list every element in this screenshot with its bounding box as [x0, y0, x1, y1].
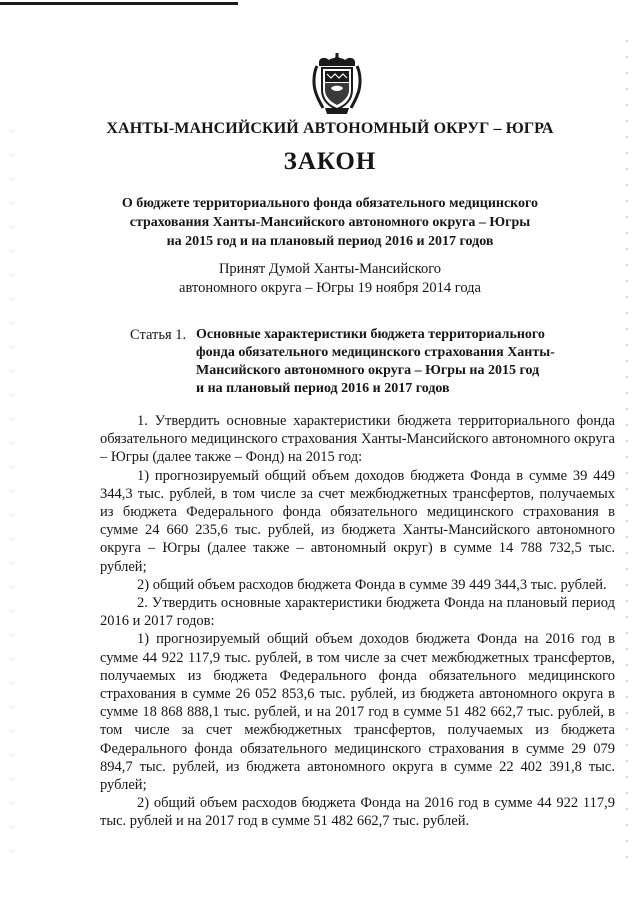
coat-of-arms-emblem-icon	[311, 52, 363, 116]
paragraph: 1. Утвердить основные характеристики бюджета территориального фонда обязательного медицинского страхования Ханты-Мансийского автономного округа – Югры (далее также – Фонд) на 2015 год:	[100, 413, 615, 466]
paragraph: 2. Утвердить основные характеристики бюджета Фонда на плановый период 2016 и 2017 годов:	[100, 595, 615, 630]
law-title-line: на 2015 год и на плановый период 2016 и 2017 годов	[166, 234, 494, 249]
paragraph: 2) общий объем расходов бюджета Фонда в сумме 39 449 344,3 тыс. рублей.	[137, 576, 607, 593]
article-heading	[196, 326, 616, 398]
document-type-title: ЗАКОН	[283, 148, 377, 175]
adoption-note	[60, 260, 600, 298]
law-title-line: страхования Ханты-Мансийского автономного округа – Югры	[129, 215, 531, 230]
region-name: ХАНТЫ-МАНСИЙСКИЙ АВТОНОМНЫЙ ОКРУГ – ЮГРА	[106, 120, 554, 137]
article-heading-line: Мансийского автономного округа – Югры на 2015 год	[196, 363, 540, 378]
scan-left-edge-artifact	[12, 130, 13, 870]
law-title-line: О бюджете территориального фонда обязательного медицинского	[121, 196, 539, 211]
paragraph: 1) прогнозируемый общий объем доходов бюджета Фонда в сумме 39 449 344,3 тыс. рублей, в том числе за счет межбюджетных трансфертов, получаемых из бюджета Федерального фонда обязательного медицинского страхования в сумме 24 660 235,6 тыс. рублей, из бюджета Ханты-Мансийского автономного округа – Югры (далее также – автономный округ) в сумме 14 788 732,5 тыс. рублей;	[100, 467, 615, 575]
scan-right-edge-artifact	[626, 40, 628, 860]
scan-top-rule	[0, 2, 238, 5]
article-1-body	[100, 412, 615, 831]
paragraph: 2) общий объем расходов бюджета Фонда на 2016 год в сумме 44 922 117,9 тыс. рублей и на 2017 год в сумме 51 482 662,7 тыс. рублей.	[100, 795, 615, 830]
article-heading-line: фонда обязательного медицинского страхования Ханты-	[196, 345, 555, 360]
law-title	[60, 194, 600, 251]
paragraph: 1) прогнозируемый общий объем доходов бюджета Фонда на 2016 год в сумме 44 922 117,9 тыс. рублей, в том числе за счет межбюджетных трансфертов, получаемых из бюджета Федерального фонда обязательного медицинского страхования в сумме 26 052 853,6 тыс. рублей, из бюджета автономного округа в сумме 18 868 888,1 тыс. рублей, и на 2017 год в сумме 51 482 662,7 тыс. рублей, в том числе за счет межбюджетных трансфертов, получаемых из бюджета Федерального фонда обязательного медицинского страхования в сумме 29 079 894,7 тыс. рублей, из бюджета автономного округа в сумме 22 402 391,8 тыс. рублей;	[100, 631, 615, 794]
article-heading-line: Основные характеристики бюджета территориального	[196, 327, 545, 342]
adoption-note-line: Принят Думой Ханты-Мансийского	[218, 261, 442, 277]
article-label: Статья 1.	[130, 327, 187, 343]
article-heading-line: и на плановый период 2016 и 2017 годов	[196, 381, 450, 396]
adoption-note-line: автономного округа – Югры 19 ноября 2014 года	[179, 280, 481, 296]
